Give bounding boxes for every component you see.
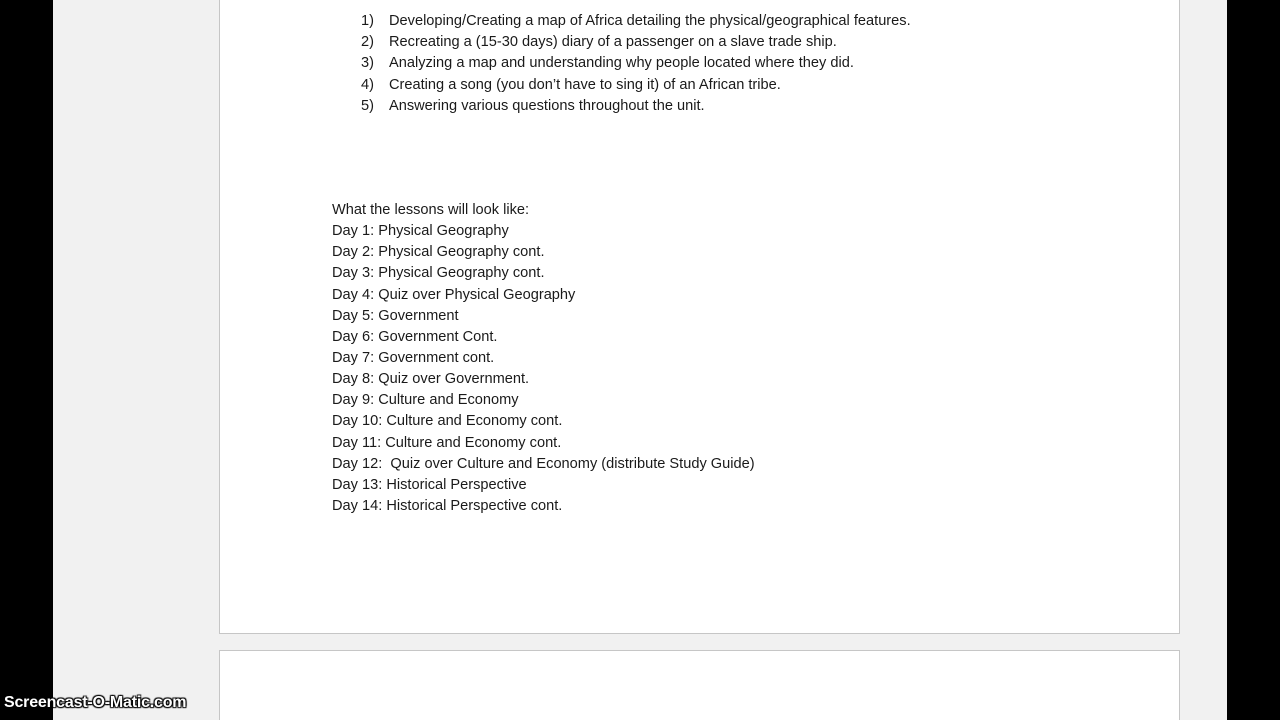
list-item-text: Creating a song (you don’t have to sing it) of an African tribe. <box>389 76 781 93</box>
list-item <box>361 11 911 32</box>
lesson-line: Day 2: Physical Geography cont. <box>332 244 545 261</box>
lessons-heading: What the lessons will look like: <box>332 202 530 218</box>
list-item-number: 3) <box>361 55 374 72</box>
lesson-line: Day 4: Quiz over Physical Geography <box>332 286 576 303</box>
list-item <box>361 53 911 74</box>
list-item-number: 4) <box>361 76 374 93</box>
list-item-text: Developing/Creating a map of Africa detailing the physical/geographical features. <box>389 13 911 29</box>
list-item-text: Analyzing a map and understanding why people located where they did. <box>389 55 854 72</box>
list-item-number: 1) <box>361 13 374 29</box>
lesson-line: Day 10: Culture and Economy cont. <box>332 413 563 430</box>
lesson-line: Day 1: Physical Geography <box>332 223 509 240</box>
lesson-line: Day 6: Government Cont. <box>332 328 498 345</box>
document-page-2[interactable] <box>219 650 1180 720</box>
list-item <box>361 32 911 53</box>
list-item <box>361 96 911 117</box>
document-page-1[interactable] <box>219 0 1180 634</box>
assignments-numbered-list <box>361 11 911 117</box>
document-viewport[interactable] <box>53 0 1227 720</box>
lesson-line: Day 9: Culture and Economy <box>332 392 519 409</box>
list-item-number: 5) <box>361 97 374 114</box>
lesson-line: Day 14: Historical Perspective cont. <box>332 497 563 514</box>
list-item-text: Answering various questions throughout the unit. <box>389 97 705 114</box>
lesson-line: Day 8: Quiz over Government. <box>332 371 530 388</box>
lesson-line: Day 5: Government <box>332 307 459 324</box>
lessons-section <box>332 200 755 517</box>
lesson-line: Day 11: Culture and Economy cont. <box>332 434 562 451</box>
screencast-watermark: Screencast-O-Matic.com <box>4 694 187 711</box>
list-item-text: Recreating a (15-30 days) diary of a passenger on a slave trade ship. <box>389 34 837 51</box>
lesson-line: Day 12: Quiz over Culture and Economy (distribute Study Guide) <box>332 455 755 472</box>
list-item <box>361 75 911 96</box>
lesson-line: Day 13: Historical Perspective <box>332 476 527 493</box>
lesson-line: Day 7: Government cont. <box>332 349 495 366</box>
lesson-line: Day 3: Physical Geography cont. <box>332 265 545 282</box>
list-item-number: 2) <box>361 34 374 51</box>
